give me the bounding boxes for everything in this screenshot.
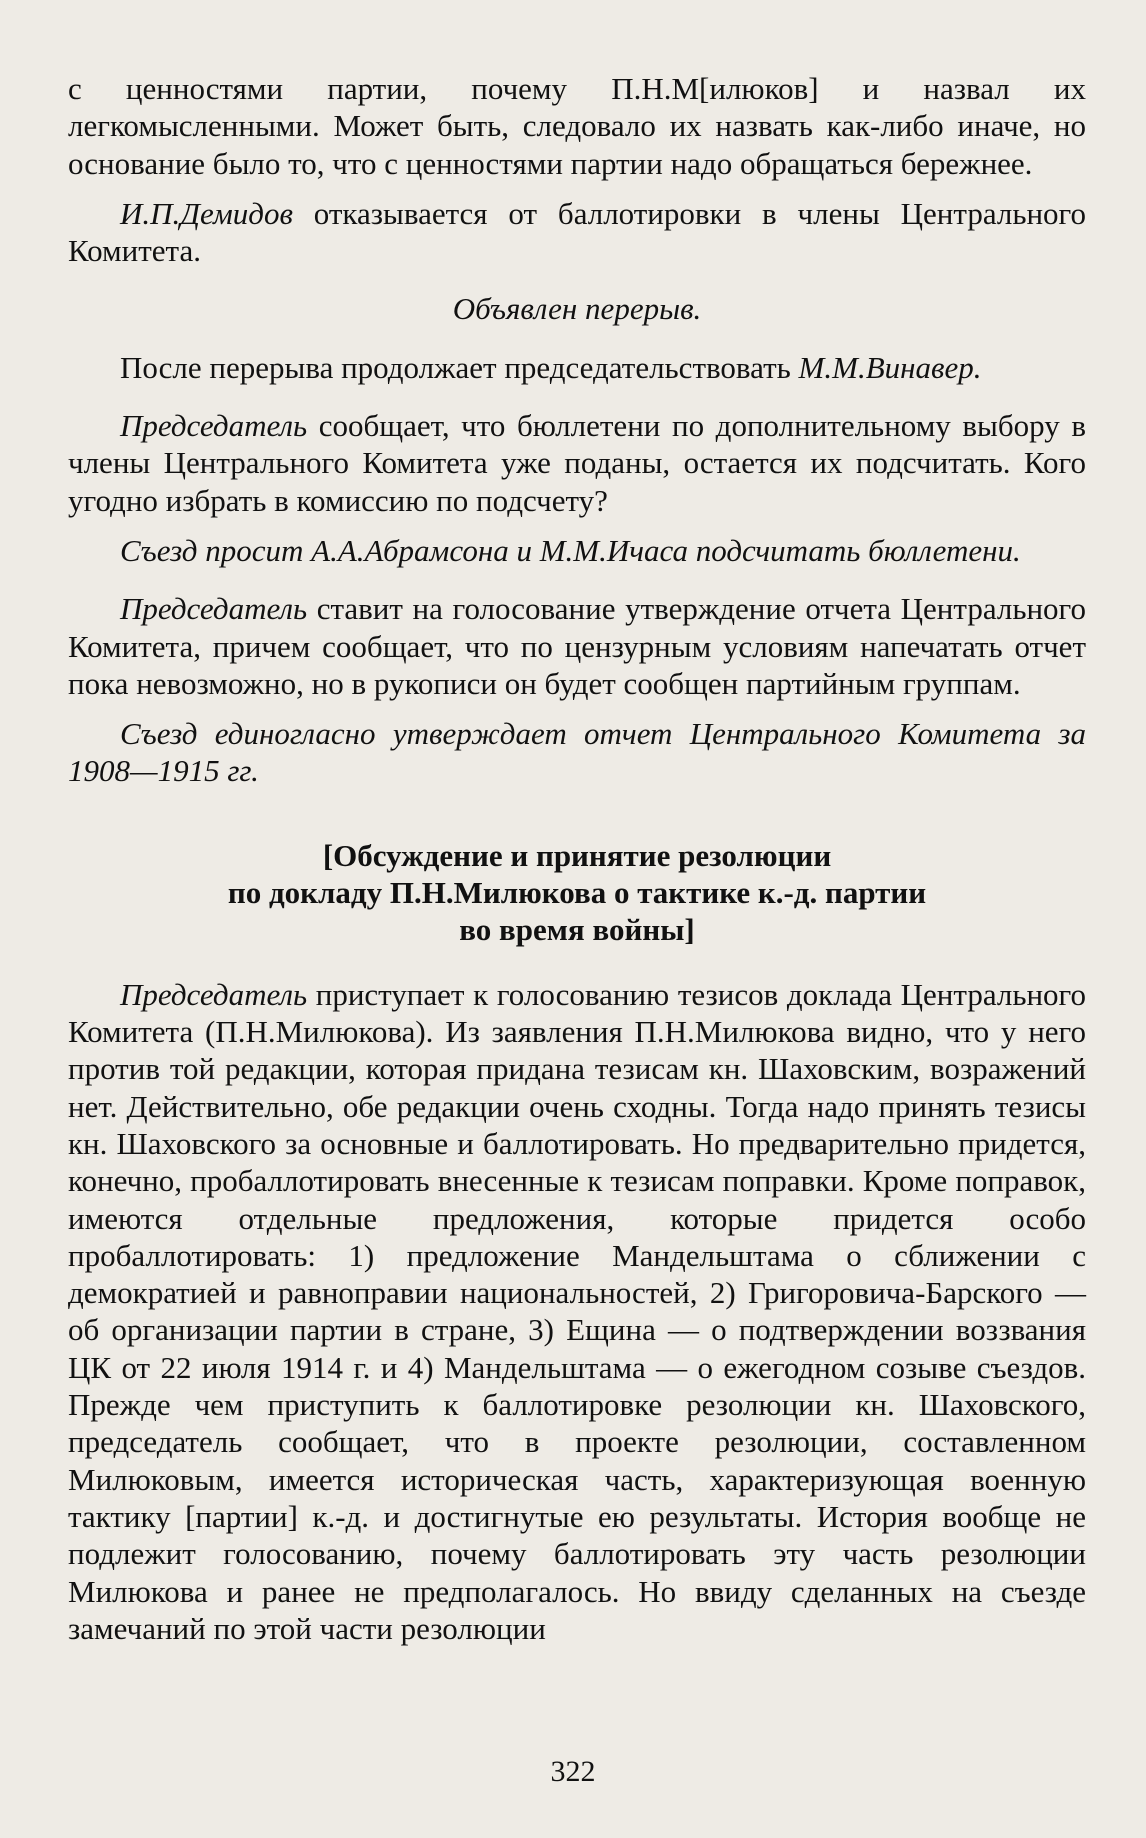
paragraph-text: отказывается от баллотировки в члены Центрального Комитета. <box>68 195 1086 269</box>
paragraph <box>68 590 1086 702</box>
section-heading-line: во время войны] <box>459 911 695 947</box>
speaker-name: И.П.Демидов <box>120 195 293 231</box>
break-announcement: Объявлен перерыв. <box>452 291 702 327</box>
paragraph <box>68 349 1086 386</box>
congress-decision: Съезд единогласно утверждает отчет Центрального Комитета за 1908—1915 гг. <box>68 716 1086 789</box>
page-text <box>68 70 1086 1647</box>
speaker-name: Председатель <box>120 591 308 627</box>
section-heading-line: по докладу П.Н.Милюкова о тактике к.-д. партии <box>227 874 927 910</box>
speaker-name: Председатель <box>120 976 308 1012</box>
paragraph: с ценностями партии, почему П.Н.М[илюков] и назвал их легкомысленными. Может быть, следовало их назвать как-либо иначе, но основание было то, что с ценностями партии надо обращаться бережнее. <box>68 71 1086 181</box>
section-heading-line: [Обсуждение и принятие резолюции <box>322 837 832 873</box>
paragraph <box>68 195 1086 270</box>
paragraph-text: После перерыва продолжает председательствовать <box>120 349 799 385</box>
congress-decision: Съезд просит А.А.Абрамсона и М.М.Ичаса подсчитать бюллетени. <box>120 532 1021 568</box>
paragraph <box>68 407 1086 519</box>
speaker-name: Председатель <box>120 408 308 444</box>
speaker-name: М.М.Винавер. <box>798 349 982 385</box>
paragraph-text: ставит на голосование утверждение отчета Центрального Комитета, причем сообщает, что по цензурным условиям напечатать отчет пока невозможно, но в рукописи он будет сообщен партийным группам. <box>68 591 1086 701</box>
page-number: 322 <box>550 1755 596 1788</box>
paragraph-text: приступает к голосованию тезисов доклада Центрального Комитета (П.Н.Милюкова). Из заявления П.Н.Милюкова видно, что у него против той редакции, которая придана тезисам кн. Шаховским, возражений нет. Действительно, обе редакции очень сходны. Тогда надо принять тезисы кн. Шаховского за основные и баллотировать. Но предварительно придется, конечно, пробаллотировать внесенные к тезисам поправки. Кроме поправок, имеются отдельные предложения, которые придется особо пробаллотировать: 1) предложение Мандельштама о сближении с демократией и равноправии национальностей, 2) Григоровича-Барского — об организации партии в стране, 3) Ещина — о подтверждении воззвания ЦК от 22 июля 1914 г. и 4) Мандельштама — о ежегодном созыве съездов. Прежде чем приступить к баллотировке резолюции кн. Шаховского, председатель сообщает, что в проекте резолюции, составленном Милюковым, имеется историческая часть, характеризующая военную тактику [партии] к.-д. и достигнутые ею результаты. История вообще не подлежит голосованию, почему баллотировать эту часть резолюции Милюкова и ранее не предполагалось. Но ввиду сделанных на съезде замечаний по этой части резолюции <box>68 976 1086 1646</box>
paragraph <box>68 976 1086 1647</box>
paragraph-text: сообщает, что бюллетени по дополнительному выбору в члены Центрального Комитета уже поданы, остается их подсчитать. Кого угодно избрать в комиссию по подсчету? <box>68 408 1086 518</box>
